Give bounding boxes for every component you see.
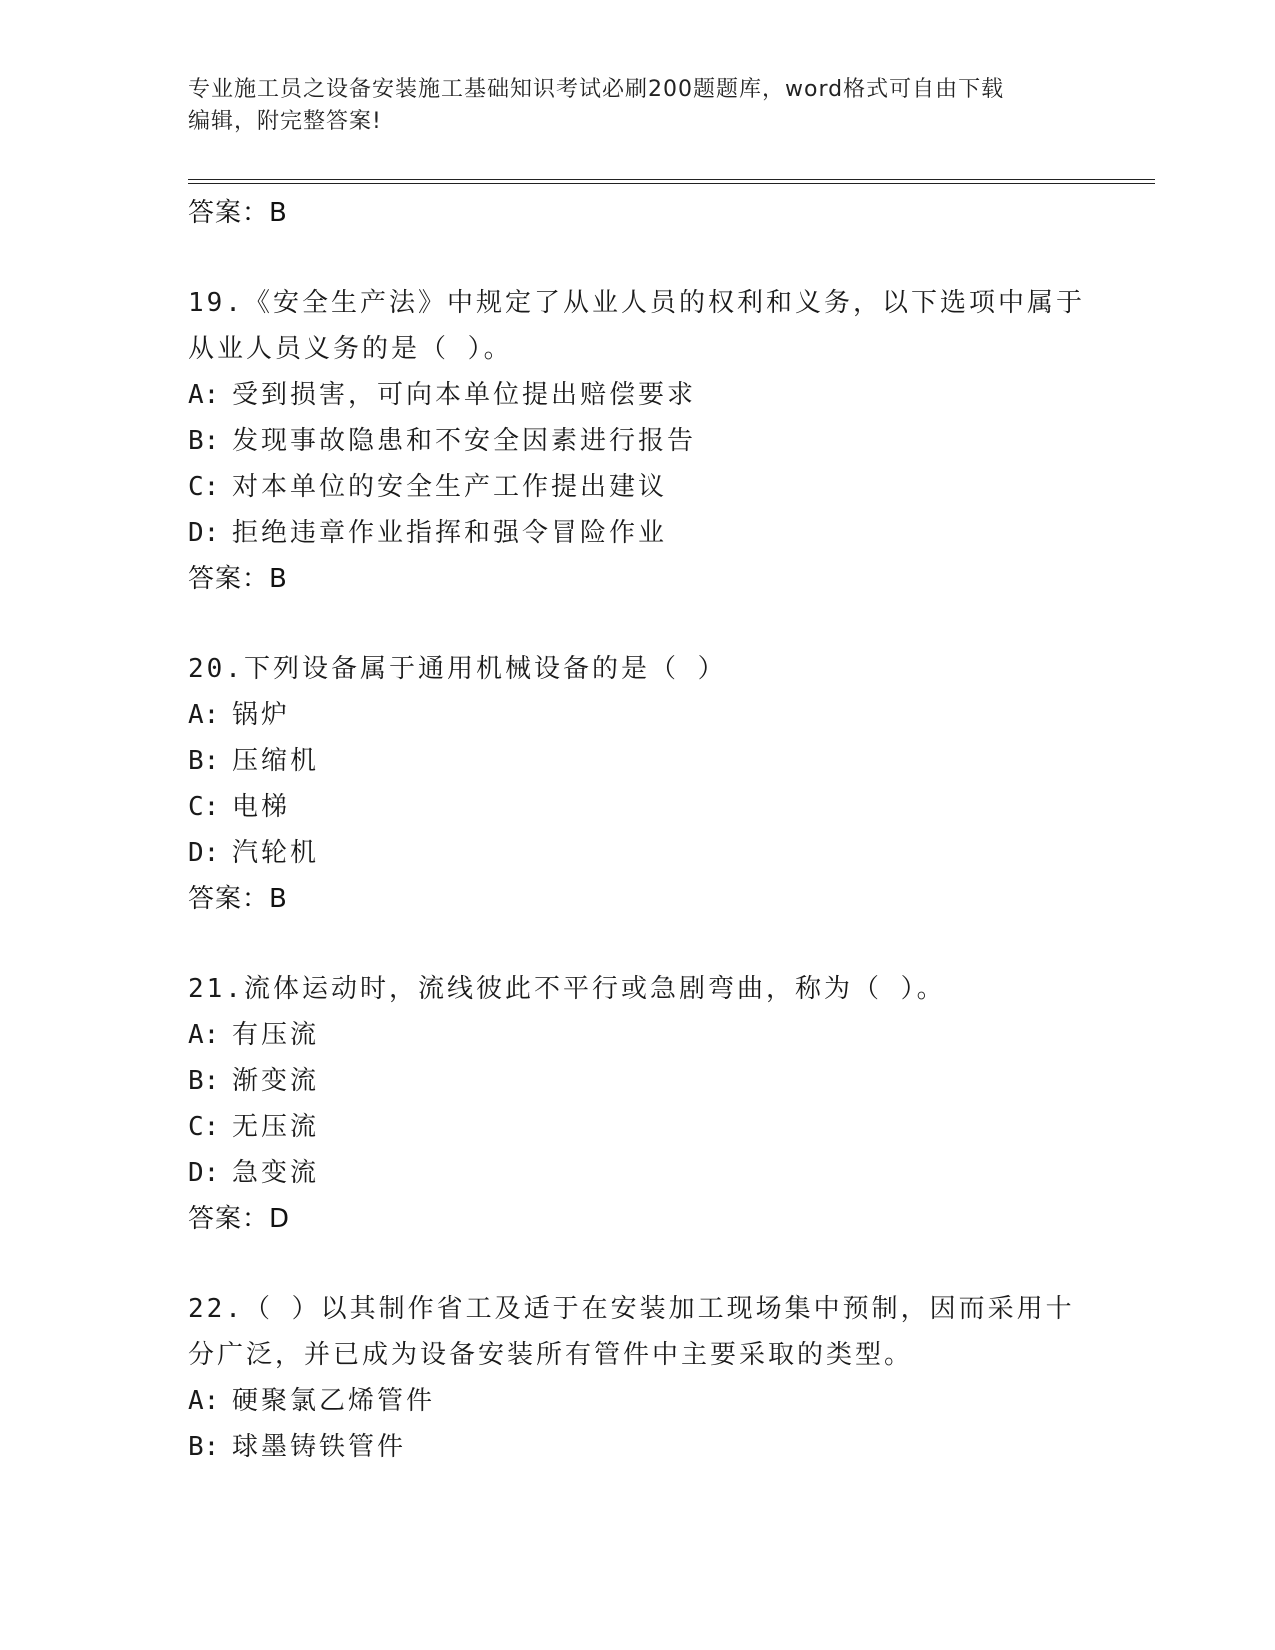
answer-label: 答案：B [188,564,288,594]
option-c [188,1104,1148,1150]
header-line-2: 编辑，附完整答案! [188,109,382,134]
option-text: 球墨铸铁管件 [232,1432,407,1462]
option-d [188,1150,1148,1196]
option-text: 无压流 [232,1112,320,1142]
option-text: 急变流 [232,1158,320,1188]
question-text [188,280,1148,372]
option-text: 对本单位的安全生产工作提出建议 [232,472,668,502]
question-21 [188,966,1148,1242]
option-d [188,830,1148,876]
option-text: 有压流 [232,1020,320,1050]
question-19 [188,280,1148,602]
option-letter: D: [188,1158,220,1188]
option-text: 压缩机 [232,746,320,776]
option-letter: C: [188,1112,220,1142]
document-body [188,190,1148,1514]
question-22 [188,1286,1148,1470]
option-text: 发现事故隐患和不安全因素进行报告 [232,426,697,456]
question-line-1: 21.流体运动时，流线彼此不平行或急剧弯曲，称为（ ）。 [188,974,946,1004]
option-a [188,692,1148,738]
option-b [188,1058,1148,1104]
answer-label: 答案：D [188,1204,291,1234]
option-text: 渐变流 [232,1066,320,1096]
question-20 [188,646,1148,922]
question-line-1: 22.（ ）以其制作省工及适于在安装加工现场集中预制，因而采用十 [188,1294,1075,1324]
option-text: 汽轮机 [232,838,320,868]
option-text: 电梯 [232,792,291,822]
question-line-1: 19.《安全生产法》中规定了从业人员的权利和义务，以下选项中属于 [188,288,1085,318]
header-line-1: 专业施工员之设备安装施工基础知识考试必刷200题题库，word格式可自由下载 [188,77,1005,102]
option-letter: D: [188,838,220,868]
header-rule-top [188,179,1155,180]
option-b [188,1424,1148,1470]
option-letter: B: [188,1432,220,1462]
option-text: 锅炉 [232,700,291,730]
option-d [188,510,1148,556]
option-letter: C: [188,472,220,502]
answer-label: 答案：B [188,198,288,228]
option-letter: A: [188,380,220,410]
question-line-1: 20.下列设备属于通用机械设备的是（ ） [188,654,727,684]
option-a [188,372,1148,418]
header-rule-bottom [188,183,1155,184]
option-letter: A: [188,1020,220,1050]
option-letter: C: [188,792,220,822]
question-text [188,1286,1148,1378]
question-line-2: 分广泛，并已成为设备安装所有管件中主要采取的类型。 [188,1340,914,1370]
option-text: 受到损害，可向本单位提出赔偿要求 [232,380,697,410]
question-line-2: 从业人员义务的是（ ）。 [188,334,513,364]
option-letter: D: [188,518,220,548]
option-c [188,784,1148,830]
question-text [188,646,1148,692]
option-b [188,418,1148,464]
option-letter: A: [188,700,220,730]
document-header [188,74,1068,138]
option-a [188,1012,1148,1058]
option-letter: B: [188,426,220,456]
option-b [188,738,1148,784]
answer-label: 答案：B [188,884,288,914]
option-text: 拒绝违章作业指挥和强令冒险作业 [232,518,668,548]
option-letter: A: [188,1386,220,1416]
option-letter: B: [188,746,220,776]
option-text: 硬聚氯乙烯管件 [232,1386,436,1416]
option-letter: B: [188,1066,220,1096]
question-text [188,966,1148,1012]
option-a [188,1378,1148,1424]
option-c [188,464,1148,510]
